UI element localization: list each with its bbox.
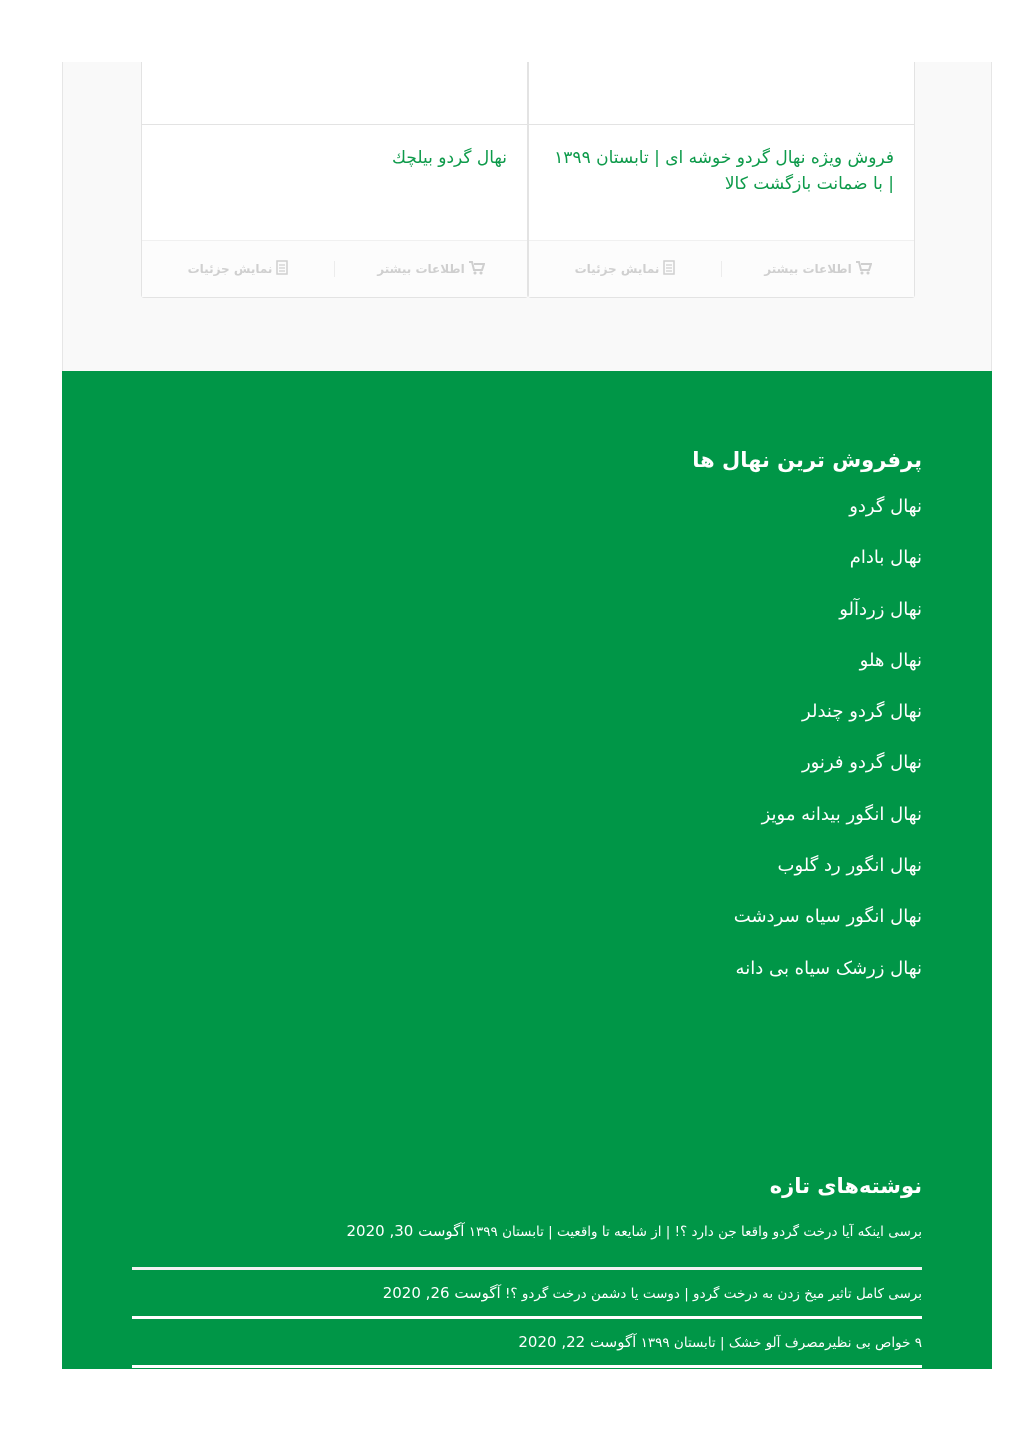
product-actions bbox=[529, 240, 914, 297]
bestseller-link[interactable]: نهال گردو فرنور bbox=[801, 752, 922, 774]
bestseller-link[interactable]: نهال زردآلو bbox=[839, 598, 922, 620]
post-date: آگوست 22, 2020 bbox=[518, 1333, 637, 1351]
show-details-button[interactable] bbox=[142, 260, 334, 278]
bestseller-link[interactable]: نهال انگور رد گلوب bbox=[777, 855, 922, 877]
bestseller-link[interactable]: نهال گردو چندلر bbox=[802, 701, 922, 723]
page bbox=[62, 62, 992, 1369]
product-grid bbox=[62, 62, 992, 372]
post-date: آگوست 30, 2020 bbox=[346, 1222, 465, 1240]
recent-post-item bbox=[132, 1221, 922, 1270]
show-details-button[interactable] bbox=[529, 260, 721, 278]
recent-post-link[interactable]: برسی کامل تاثیر میخ زدن به درخت گردو | دوست یا دشمن درخت گردو ؟! bbox=[504, 1286, 922, 1302]
bestseller-link[interactable]: نهال انگور بیدانه مویز bbox=[761, 803, 922, 825]
product-image[interactable] bbox=[529, 62, 914, 125]
product-title-link[interactable]: نهال گردو بیلچك bbox=[392, 148, 507, 168]
bestseller-link[interactable]: نهال گردو bbox=[849, 496, 922, 517]
action-divider bbox=[721, 261, 722, 277]
product-image[interactable] bbox=[142, 62, 527, 125]
product-card bbox=[528, 62, 915, 298]
bestseller-link[interactable]: نهال انگور سیاه سردشت bbox=[733, 906, 922, 928]
recent-post-link[interactable]: ۹ خواص بی نظیرمصرف آلو خشک | تابستان ۱۳۹۹ bbox=[640, 1335, 922, 1351]
recent-post-item bbox=[132, 1270, 922, 1319]
recent-posts-title: نوشته‌های تازه bbox=[769, 1174, 922, 1198]
product-title-link[interactable]: فروش ویژه نهال گردو خوشه ای | تابستان ۱۳۹۹ | با ضمانت بازگشت کالا bbox=[554, 148, 894, 194]
recent-post-link[interactable]: برسی اینکه آیا درخت گردو واقعا جن دارد ؟! | از شایعه تا واقعیت | تابستان ۱۳۹۹ bbox=[468, 1224, 922, 1240]
cart-icon bbox=[469, 261, 485, 278]
recent-posts-list bbox=[132, 1221, 922, 1368]
document-icon bbox=[276, 260, 288, 278]
more-info-button[interactable] bbox=[335, 261, 527, 278]
bestseller-link[interactable]: نهال هلو bbox=[859, 649, 922, 671]
recent-post-item bbox=[132, 1319, 922, 1368]
site-footer bbox=[62, 371, 992, 1369]
more-info-label: اطلاعات بیشتر bbox=[764, 262, 852, 276]
more-info-button[interactable] bbox=[722, 261, 914, 278]
bestseller-link[interactable]: نهال بادام bbox=[849, 547, 922, 569]
post-date: آگوست 26, 2020 bbox=[382, 1284, 501, 1302]
bestseller-link[interactable]: نهال زرشک سیاه بی دانه bbox=[735, 957, 922, 979]
action-divider bbox=[334, 261, 335, 277]
document-icon bbox=[663, 260, 675, 278]
show-details-label: نمایش جزئیات bbox=[187, 262, 273, 276]
bestsellers-title: پرفروش ترین نهال ها bbox=[692, 448, 922, 472]
more-info-label: اطلاعات بیشتر bbox=[377, 262, 465, 276]
show-details-label: نمایش جزئیات bbox=[574, 262, 660, 276]
bestsellers-list bbox=[522, 493, 922, 1006]
product-actions bbox=[142, 240, 527, 297]
cart-icon bbox=[856, 261, 872, 278]
product-card bbox=[141, 62, 528, 298]
